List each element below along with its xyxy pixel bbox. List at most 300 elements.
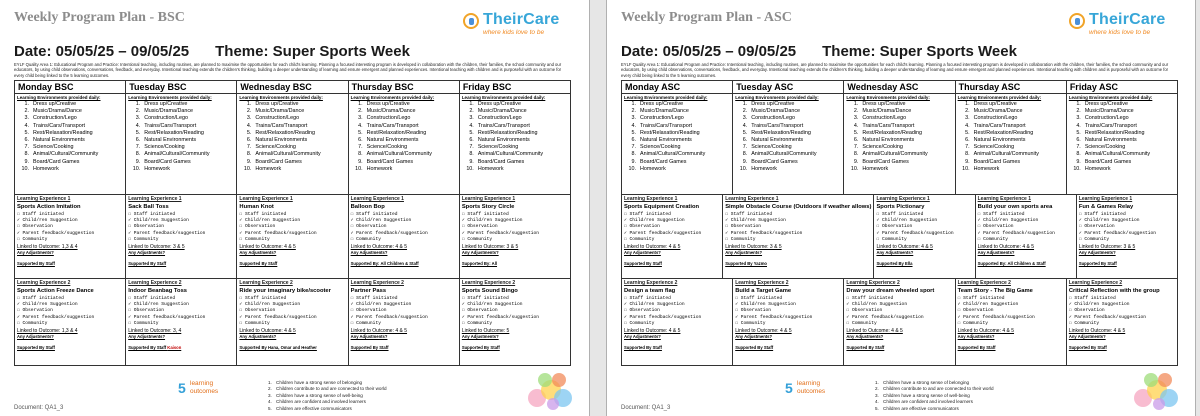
list-number: 3. [965,115,970,122]
learning-environments-list [1069,101,1175,173]
checkbox-icon: ☐ [128,296,134,301]
activity-title: Draw your dream wheeled sport [846,288,935,294]
supported-by [876,261,972,266]
colorful-handprints-icon [1133,368,1181,412]
tick-icon: ✓ [350,314,357,320]
list-number: 10. [628,165,636,172]
learning-experience-label: Learning Experience 1 [17,196,71,202]
list-number: 6. [1076,137,1081,144]
list-number: 6. [631,137,636,144]
list-item [1069,159,1175,166]
checklist-text: Parent feedback/suggestion [356,230,428,236]
list-item [735,151,841,158]
checklist-text: Parent feedback/suggestion [356,314,428,320]
list-number: 5. [631,129,636,136]
list-text: Science/Cooking [1084,144,1126,151]
list-item [239,108,345,115]
list-text: Rest/Relaxation/Reading [144,129,204,136]
learning-outcomes-list [875,380,994,412]
checklist-text: Parent feedback/suggestion [851,314,924,320]
list-number: 8. [358,151,363,158]
learning-environments-title: Learning Environments provided daily: [624,95,708,100]
checkbox-icon: ☐ [1068,320,1075,326]
learning-experience-cell [237,195,348,278]
linked-outcome: Linked to Outcome: 4 & 5 [846,328,903,335]
list-text: Trains/Cars/Transport [640,122,693,129]
list-item [958,115,1064,122]
outcome-number: 1. [875,380,879,385]
list-text: Trains/Cars/Transport [477,122,530,129]
five-number: 5 [785,380,793,396]
supported-by [735,345,841,350]
any-adjustments: Any Adjustments? [957,334,995,340]
activity-title: Human Knot [239,204,274,210]
checklist-text: Community [244,236,270,242]
learning-experience-cell [956,279,1067,365]
checklist-text: Child/ren Suggestion [963,302,1019,308]
learning-environments-row [15,94,570,195]
checkbox-icon: ☐ [977,212,984,217]
learning-experience-label: Learning Experience 1 [876,196,930,202]
learning-environments-title: Learning Environments provided daily: [735,95,819,100]
any-adjustments: Any Adjustments? [735,334,773,340]
list-item [735,101,841,108]
checkbox-icon: ☐ [624,320,630,326]
list-number: 5. [24,129,29,136]
checklist-text: Observation [730,224,762,230]
supported-by-text: Supported By Staff [128,345,168,351]
checklist-text: Staff initiated [467,212,509,217]
learning-experience-2-row [622,279,1177,365]
list-item [624,130,730,137]
list-text: Dress up/Creative [144,101,188,107]
outcome-text: Children contribute to and are connected to their world [883,386,994,392]
list-text: Rest/Relaxation/Reading [477,129,538,136]
list-item [846,130,952,137]
checklist-text: Child/ren Suggestion [1074,302,1130,308]
activity-title: Build your own sports area [977,204,1053,210]
tick-icon: ✓ [128,314,134,320]
list-item [462,101,568,108]
list-text: Animal/Cultural/Community [255,151,321,158]
list-item [17,108,123,115]
list-text: Science/Cooking [477,144,519,151]
list-item [351,101,457,108]
checkbox-icon: ☐ [239,308,245,314]
checklist-text: Community [963,320,988,326]
checklist-text: Community [629,320,655,326]
checklist-text: Observation [22,224,53,230]
tick-icon: ✓ [461,218,468,224]
checklist-text: Parent feedback/suggestion [730,230,803,236]
supported-by [1069,345,1175,350]
any-adjustments: Any Adjustments? [846,334,884,340]
list-item [351,108,457,115]
date-theme-line [621,43,1043,60]
learning-experience-cell [733,279,844,365]
page-bsc [0,0,590,416]
list-item [17,115,123,122]
tick-icon: ✓ [725,218,731,224]
tick-icon: ✓ [624,218,630,224]
checklist-text: Community [356,236,381,242]
checklist-item [735,321,841,327]
list-number: 3. [631,115,636,122]
outcome-text: Children have a strong sense of belonging [276,380,363,385]
checklist-text: Child/ren Suggestion [740,302,796,308]
list-item [624,144,730,151]
learning-environments-title: Learning Environments provided daily: [17,95,101,100]
list-item [1069,123,1175,130]
list-text: Animal/Cultural/Community [366,151,432,158]
list-item [128,151,234,158]
tick-icon: ✓ [461,302,468,308]
list-text: Music/Drama/Dance [640,108,689,115]
checkbox-icon: ☐ [624,224,630,230]
list-item [462,166,568,173]
list-item [846,108,952,115]
list-item [735,123,841,130]
document-code: Document: QA1_3 [14,405,64,411]
list-number: 8. [135,151,141,158]
list-number: 3. [135,115,141,122]
checkbox-icon: ☐ [876,236,882,242]
list-text: Homework [33,165,59,172]
learning-experience-cell [349,279,460,365]
checkbox-icon: ☐ [846,320,852,326]
checklist-text: Community [881,236,907,242]
logo-mark-icon [1069,13,1085,29]
supported-by-text: Supported By Staff [846,345,885,351]
list-text: Natural Environments [366,137,419,144]
list-text: Animal/Cultural/Community [862,151,928,158]
logo-mark-icon [463,13,479,29]
supported-by-extra: Kaison [167,345,182,351]
list-item [128,115,234,122]
checklist-item [239,237,345,243]
list-number: 4. [853,122,859,129]
day-header: Wednesday ASC [844,81,955,93]
outcome-number: 2. [875,386,879,392]
list-text: Homework [751,165,777,172]
checklist-text: Community [244,320,270,326]
five-number: 5 [178,380,186,396]
learning-experience-label: Learning Experience 2 [17,280,71,286]
checklist-text: Staff initiated [629,212,671,217]
list-item [17,151,123,158]
list-number: 7. [246,144,252,151]
list-text: Dress up/Creative [33,101,77,107]
tick-icon: ✓ [977,218,984,224]
list-text: Animal/Cultural/Community [33,151,99,158]
tick-icon: ✓ [1078,218,1085,224]
learning-environments-list [239,101,345,173]
checklist-item [17,321,123,327]
learning-experience-label: Learning Experience 1 [128,196,182,202]
list-text: Science/Cooking [144,144,185,151]
supported-by-text: Supported By Staff [624,261,662,267]
supported-by [958,345,1064,350]
activity-title: Team Story - The Big Game [957,288,1033,294]
checklist-text: Parent feedback/suggestion [467,230,540,236]
page-title: Weekly Program Plan - BSC [14,10,185,25]
list-text: Homework [1084,165,1111,172]
logo-name: TheirCare [1089,11,1166,28]
list-item [958,159,1064,166]
list-item [624,123,730,130]
any-adjustments: Any Adjustments? [461,334,499,340]
list-text: Homework [862,165,889,172]
checklist-text: Child/ren Suggestion [467,302,523,308]
outcome-item [875,406,994,412]
list-number: 5. [246,129,252,136]
linked-outcome: Linked to Outcome: 4 & 5 [624,328,681,335]
activity-title: Sports Sound Bingo [461,288,518,294]
day-header: Thursday ASC [956,81,1067,93]
list-number: 6. [246,137,252,144]
five-learning-text [797,380,825,396]
supported-by-text: Supported By: All [461,261,498,267]
list-number: 3. [742,115,748,122]
list-text: Trains/Cars/Transport [144,122,197,129]
list-item [128,159,234,166]
list-text: Animal/Cultural/Community [1084,151,1151,158]
checklist-text: Child/ren Suggestion [881,218,938,224]
list-item [462,144,568,151]
checklist-text: Parent feedback/suggestion [983,230,1055,236]
checklist-text: Community [740,320,766,326]
learning-experience-label: Learning Experience 2 [128,280,182,286]
tick-icon: ✓ [725,230,731,236]
list-item [735,108,841,115]
list-number: 4. [742,122,748,129]
supported-by [725,261,871,266]
list-text: Homework [973,165,1000,172]
activity-title: Balloon Bop [350,204,385,210]
list-item [846,123,952,130]
list-number: 8. [631,151,636,158]
list-number: 9. [631,158,636,165]
any-adjustments: Any Adjustments? [239,334,277,340]
list-item [958,101,1064,108]
checklist-text: Parent feedback/suggestion [244,314,317,320]
linked-outcome: Linked to Outcome: 5 [461,328,510,335]
list-number: 4. [135,122,141,129]
supported-by [624,345,730,350]
list-number: 1. [1076,101,1081,107]
tick-icon: ✓ [846,314,852,320]
colorful-handprints-icon [527,368,575,412]
tick-icon: ✓ [350,230,357,236]
list-number: 4. [246,122,252,129]
checkbox-icon: ☐ [876,224,882,230]
list-item [462,159,568,166]
supported-by-text: Supported By Staff [128,261,167,267]
checkbox-icon: ☐ [461,224,468,230]
learning-environments-cell [15,94,126,194]
tick-icon: ✓ [461,314,468,320]
list-text: Music/Drama/Dance [477,108,527,115]
checkbox-icon: ☐ [624,296,630,301]
learning-environments-list [462,101,568,173]
program-table [621,80,1178,366]
tick-icon: ✓ [957,314,964,320]
list-number: 1. [24,101,29,107]
list-number: 2. [965,108,970,115]
checklist-text: Child/ren Suggestion [133,302,189,308]
linked-outcome: Linked to Outcome: 4 & 5 [1068,328,1126,335]
tick-icon: ✓ [957,302,964,308]
list-number: 10. [355,165,363,172]
checklist-item [351,237,457,243]
list-text: Board/Card Games [973,158,1021,165]
list-item [17,166,123,173]
tick-icon: ✓ [624,302,630,308]
list-number: 4. [469,122,474,129]
learning-environments-list [846,101,952,173]
checklist-item [462,321,568,327]
supported-by [239,345,345,350]
checklist-text: Parent feedback/suggestion [740,314,813,320]
checklist-text: Community [851,320,877,326]
list-text: Homework [366,165,393,172]
checklist-text: Parent feedback/suggestion [22,230,95,236]
list-number: 2. [24,108,29,115]
checklist-text: Child/ren Suggestion [356,302,412,308]
checklist-text: Community [467,320,493,326]
checklist-item [624,321,730,327]
learning-experience-label: Learning Experience 1 [624,196,678,202]
tick-icon: ✓ [977,230,984,236]
learning-experience-1-row [622,195,1177,279]
list-text: Music/Drama/Dance [751,108,801,115]
supported-by [17,345,123,350]
supported-by-text: Supported By Staff [624,345,662,351]
learning-environments-cell [460,94,570,194]
list-number: 9. [469,158,474,165]
linked-outcome: Linked to Outcome: 4 & 5 [977,244,1035,251]
linked-outcome: Linked to Outcome: 4 & 5 [735,328,792,335]
checkbox-icon: ☐ [239,236,245,242]
learning-experience-cell [349,195,460,278]
any-adjustments: Any Adjustments? [17,250,54,256]
checkbox-icon: ☐ [461,212,468,217]
list-item [239,115,345,122]
learning-experience-label: Learning Experience 2 [735,280,789,286]
checklist-text: Staff initiated [730,212,773,217]
program-table [14,80,571,366]
list-item [624,166,730,173]
checkbox-icon: ☐ [725,212,731,217]
page-asc [606,0,1196,416]
checkbox-icon: ☐ [846,296,852,301]
theircare-logo [1069,7,1179,43]
checklist-text: Community [133,236,159,242]
list-text: Board/Card Games [366,158,414,165]
date-theme-line [14,43,436,60]
tick-icon: ✓ [128,218,134,224]
day-header: Wednesday BSC [237,81,348,93]
list-item [1069,166,1175,173]
supported-by [462,345,568,350]
list-number: 2. [135,108,141,115]
checklist-text: Observation [881,224,913,230]
supported-by-text: Supported By Staff [1078,261,1117,267]
list-number: 9. [1076,158,1081,165]
checklist-item [1069,321,1175,327]
checkbox-icon: ☐ [957,296,964,301]
checklist-text: Staff initiated [629,296,671,301]
list-item [846,101,952,108]
checklist-item [351,321,457,327]
checkbox-icon: ☐ [461,236,468,242]
list-item [1069,115,1175,122]
list-item [351,166,457,173]
list-text: Natural Environments [144,137,197,144]
list-text: Rest/Relaxation/Reading [862,129,923,136]
checkbox-icon: ☐ [239,224,245,230]
day-header: Monday BSC [15,81,126,93]
list-number: 8. [1076,151,1081,158]
intro-paragraph: EYLF Quality Area 1: Educational Program and Practice: Intentional teaching, including routines, are planned to maximise the opportunities for each child's learning. Planning a focused interesting program is developed in collaboration with the children, their families, the school community and our educators, by using child observations, conversations, feedback, and everyday. Intentional teaching extends the children's thinking, building a deeper understanding of learning and ensure emergent and planned experiences. Intentional teaching with children and is purposeful with an outcome for every child being linked to the 5 learning outcomes. [621,62,1169,78]
list-number: 7. [1076,144,1081,151]
list-text: Music/Drama/Dance [255,108,305,115]
tick-icon: ✓ [239,302,245,308]
learning-outcomes-list [268,380,387,412]
linked-outcome: Linked to Outcome: 4 & 5 [350,244,408,251]
tick-icon: ✓ [128,302,134,308]
checklist-text: Staff initiated [1084,212,1126,217]
list-item [958,137,1064,144]
list-text: Dress up/Creative [640,101,684,107]
list-item [128,144,234,151]
checklist-text: Child/ren Suggestion [1084,218,1140,224]
supported-by-text: Supported By Staff [957,345,996,351]
checklist-item [462,237,568,243]
checklist-text: Observation [629,308,660,314]
list-item [846,115,952,122]
learning-experience-cell [622,279,733,365]
checklist-item [128,237,234,243]
list-number: 5. [358,129,363,136]
list-number: 8. [853,151,859,158]
checklist-text: Parent feedback/suggestion [1084,230,1157,236]
checklist-text: Staff initiated [983,212,1025,217]
list-number: 1. [135,101,141,107]
list-number: 1. [965,101,970,107]
document-code: Document: QA1_3 [621,405,671,411]
checkbox-icon: ☐ [957,308,964,314]
linked-outcome: Linked to Outcome: 3, 4 [128,328,182,335]
supported-by [128,345,234,350]
list-item [239,151,345,158]
checklist-text: Parent feedback/suggestion [1074,314,1147,320]
learning-environments-cell [733,94,844,194]
learning-experience-label: Learning Experience 1 [1078,196,1133,202]
checklist-text: Observation [1074,308,1105,314]
learning-experience-label: Learning Experience 2 [239,280,293,286]
list-number: 5. [853,129,859,136]
list-text: Rest/Relaxation/Reading [973,129,1034,136]
list-text: Homework [640,165,666,172]
learning-environments-row [622,94,1177,195]
learning-environments-title: Learning Environments provided daily: [350,95,435,100]
list-item [1069,137,1175,144]
checklist-text: Parent feedback/suggestion [629,314,702,320]
list-number: 4. [1076,122,1081,129]
list-text: Natural Environments [33,137,85,144]
tick-icon: ✓ [17,314,23,320]
